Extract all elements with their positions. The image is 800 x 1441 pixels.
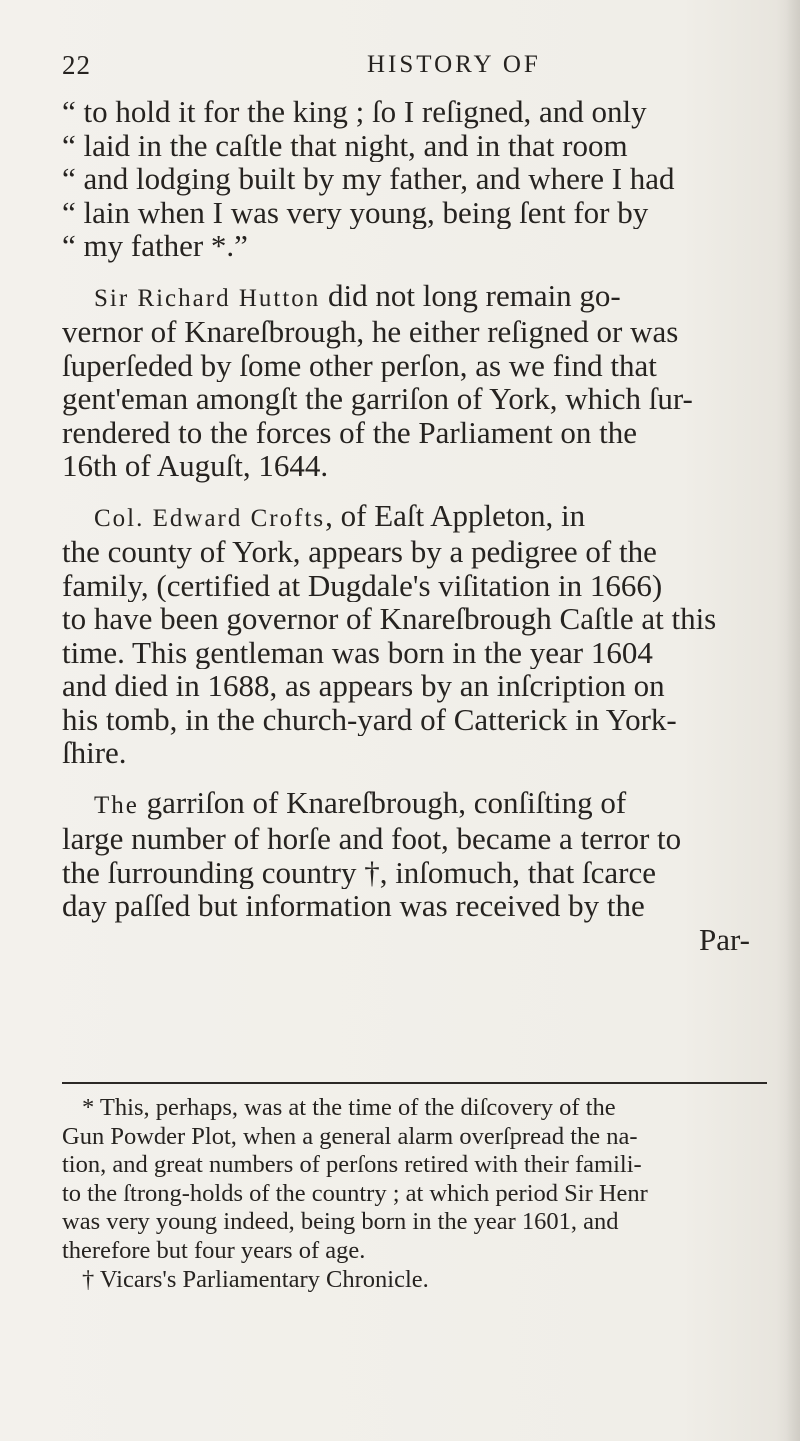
- text-line: “ laid in the caſtle that night, and in that room: [62, 128, 628, 162]
- body-text: [62, 95, 774, 956]
- footnote-rule: [62, 1082, 767, 1084]
- text-line: day paſſed but information was received by the: [62, 889, 645, 923]
- text-line: gent'eman amongſt the garriſon of York, which ſur-: [62, 382, 693, 416]
- text-line: to have been governor of Knareſbrough Caſtle at this: [62, 602, 717, 636]
- text-line: and died in 1688, as appears by an inſcription on: [62, 669, 665, 703]
- text-line: family, (certified at Dugdale's viſitation in 1666): [62, 568, 663, 602]
- paragraph-first-line: [62, 279, 774, 316]
- page-number: 22: [62, 50, 91, 80]
- footnote-line: † Vicars's Parliamentary Chronicle.: [82, 1265, 429, 1293]
- footnote-line: * This, perhaps, was at the time of the diſcovery of the: [82, 1094, 616, 1121]
- small-caps-name: Richard Hutton: [137, 284, 321, 312]
- page-edge-shadow: [786, 0, 800, 1441]
- paragraph-first-line: [62, 499, 774, 536]
- footnote-line: therefore but four years of age.: [62, 1236, 366, 1264]
- footnote-line: Gun Powder Plot, when a general alarm overſpread the na-: [62, 1122, 638, 1150]
- text-line: “ to hold it for the king ; ſo I reſigned, and only: [62, 95, 647, 129]
- paragraph-gap: [62, 770, 774, 786]
- text-line: time. This gentleman was born in the year 1604: [62, 635, 653, 669]
- text-line: large number of horſe and foot, became a terror to: [62, 822, 682, 856]
- text-run: , of Eaſt Appleton, in: [325, 498, 586, 533]
- text-line: “ and lodging built by my father, and where I had: [62, 162, 675, 196]
- text-line: his tomb, in the church-yard of Catterick in York-: [62, 702, 677, 736]
- text-run: did not long remain go-: [320, 278, 621, 313]
- catchword: Par-: [698, 922, 750, 956]
- footnote-line: was very young indeed, being born in the year 1601, and: [62, 1208, 619, 1236]
- text-line: vernor of Knareſbrough, he either reſigned or was: [62, 315, 679, 349]
- text-run: garriſon of Knareſbrough, conſiſting of: [138, 785, 627, 820]
- paragraph-first-line: [62, 786, 774, 823]
- small-caps-word: The: [94, 791, 139, 819]
- small-caps-title: Sir: [94, 284, 138, 312]
- text-line: ſuperſeded by ſome other perſon, as we find that: [62, 348, 657, 382]
- footnotes: [62, 1094, 774, 1294]
- footnote-line: to the ſtrong-holds of the country ; at which period Sir Henr: [62, 1179, 648, 1207]
- text-line: “ lain when I was very young, being ſent for by: [62, 195, 649, 229]
- text-line: “ my father *.”: [62, 229, 248, 263]
- text-line: ſhire.: [62, 736, 127, 770]
- paragraph-gap: [62, 483, 774, 499]
- small-caps-name: Edward Crofts: [152, 504, 326, 532]
- text-line: the ſurrounding country †, inſomuch, that ſcarce: [62, 855, 656, 889]
- footnote-line: tion, and great numbers of perſons retired with their famili-: [62, 1151, 642, 1179]
- paragraph-gap: [62, 263, 774, 279]
- text-line: the county of York, appears by a pedigree of the: [62, 535, 657, 569]
- text-line: rendered to the forces of the Parliament on the: [62, 415, 637, 449]
- page-header: [62, 50, 782, 90]
- small-caps-title: Col.: [94, 504, 153, 532]
- text-line: 16th of Auguſt, 1644.: [62, 449, 329, 483]
- running-head: HISTORY OF: [367, 51, 541, 78]
